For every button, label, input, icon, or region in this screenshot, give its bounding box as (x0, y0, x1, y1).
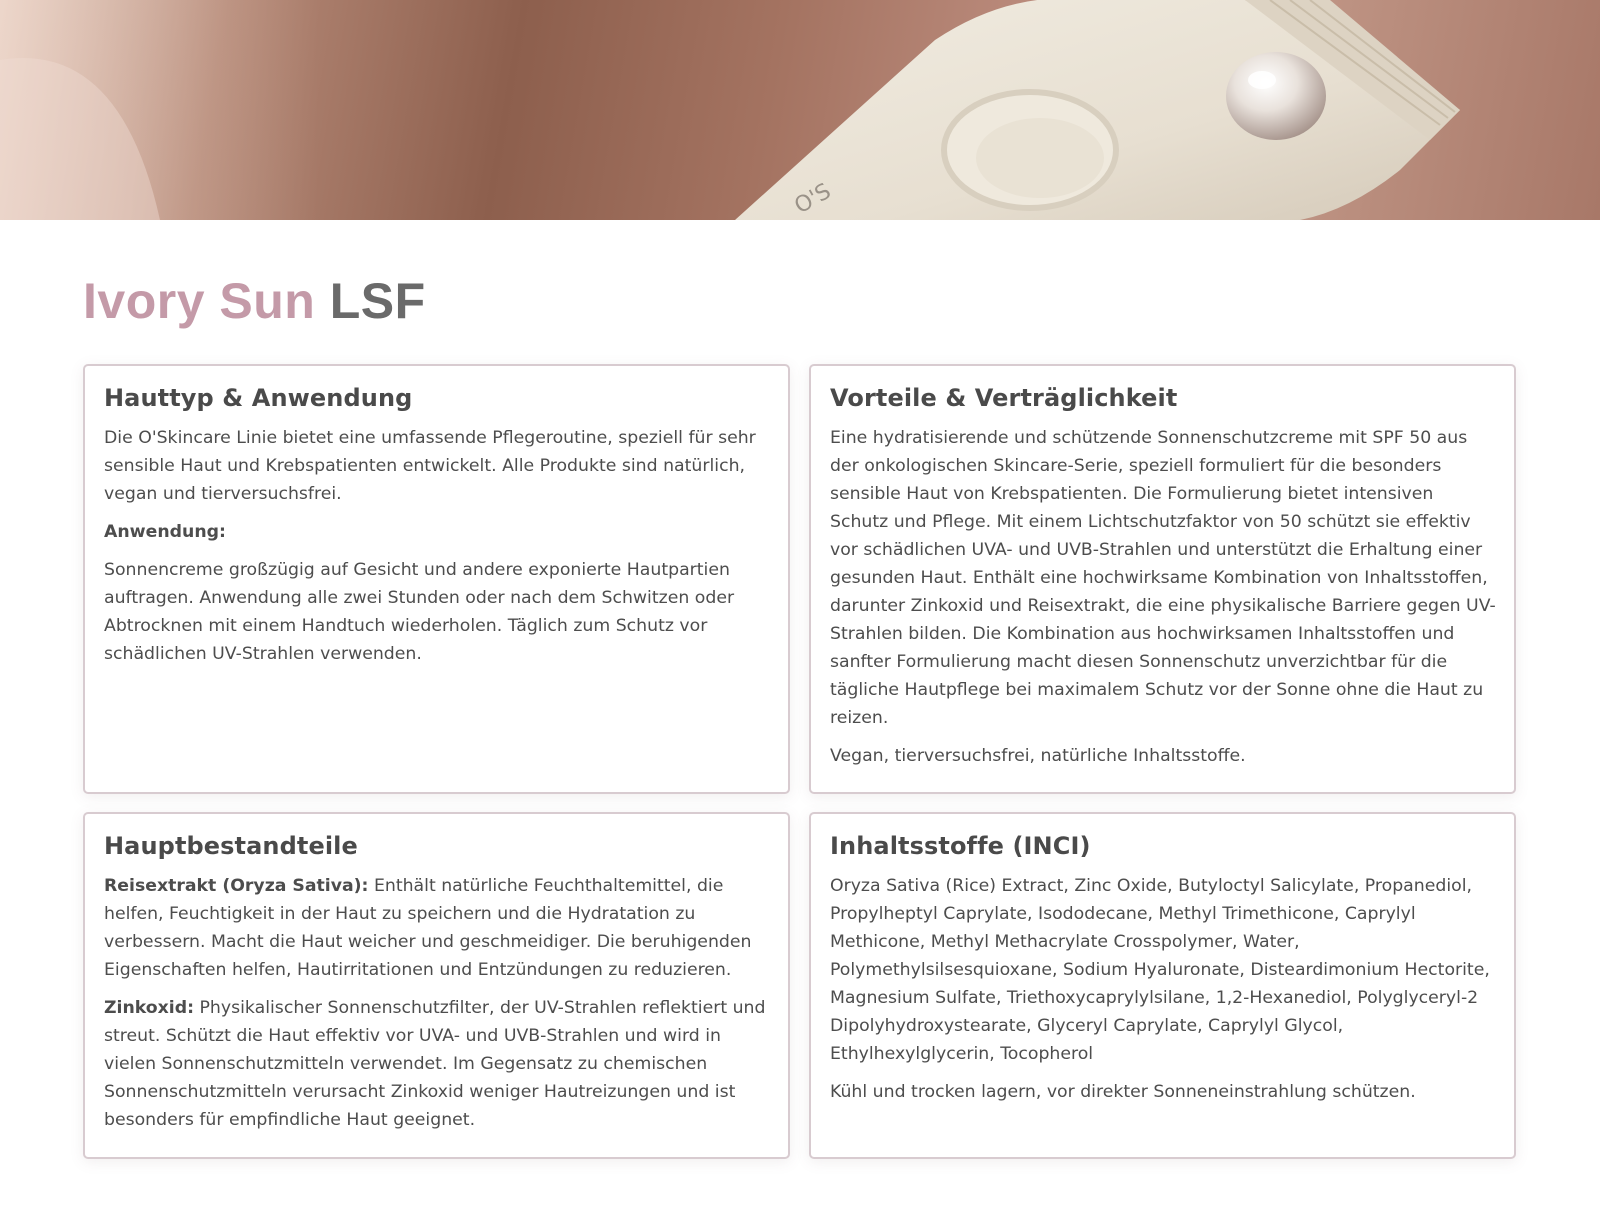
benefits-text: Eine hydratisierende und schützende Sonnenschutzcreme mit SPF 50 aus der onkologischen Skincare-Serie, speziell formuliert für die besonders sensible Haut von Krebspatienten. Die Formulierung bietet intensiven Schutz und Pflege. Mit einem Lichtschutzfaktor von 50 schützt sie effektiv vor schädlichen UVA- und UVB-Strahlen und unterstützt die Erhaltung einer gesunden Haut. Enthält eine hochwirksame Kombination von Inhaltsstoffen, darunter Zinkoxid und Reisextrakt, die eine physikalische Barriere gegen UV-Strahlen bilden. Die Kombination aus hochwirksamen Inhaltsstoffen und sanfter Formulierung macht diesen Sonnenschutz unverzichtbar für die tägliche Hautpflege bei maximalem Schutz vor der Sonne ohne die Haut zu reizen. (830, 428, 1496, 728)
card-heading: Hauttyp & Anwendung (104, 384, 413, 412)
benefits-note: Vegan, tierversuchsfrei, natürliche Inhaltsstoffe. (830, 746, 1246, 766)
title-accent: Ivory Sun (83, 273, 316, 329)
ingredient-name: Reisextrakt (Oryza Sativa): (104, 876, 369, 896)
hero-product-image (0, 0, 1600, 220)
card-inci (809, 812, 1516, 1159)
title-rest: LSF (329, 273, 426, 329)
usage-text: Sonnencreme großzügig auf Gesicht und andere exponierte Hautpartien auftragen. Anwendung alle zwei Stunden oder nach dem Schwitzen oder Abtrocknen mit einem Handtuch wiederholen. Täglich zum Schutz vor schädlichen UV-Strahlen verwenden. (104, 560, 735, 664)
card-intro-text: Die O'Skincare Linie bietet eine umfassende Pflegeroutine, speziell für sehr sensible Haut und Krebspatienten entwickelt. Alle Produkte sind natürlich, vegan und tierversuchsfrei. (104, 428, 756, 504)
card-benefits (809, 364, 1516, 794)
card-heading: Inhaltsstoffe (INCI) (830, 832, 1091, 860)
ingredient-rice-extract (104, 872, 770, 984)
storage-note: Kühl und trocken lagern, vor direkter Sonneneinstrahlung schützen. (830, 1082, 1416, 1102)
card-heading: Vorteile & Verträglichkeit (830, 384, 1178, 412)
hero-brand-mark: O'S (790, 178, 836, 220)
ingredient-zinc-oxide (104, 994, 770, 1134)
hero-banner (0, 0, 1600, 220)
card-main-ingredients (83, 812, 790, 1159)
inci-list: Oryza Sativa (Rice) Extract, Zinc Oxide, Butyloctyl Salicylate, Propanediol, Propylheptyl Caprylate, Isododecane, Methyl Trimethicone, Caprylyl Methicone, Methyl Methacrylate Crosspolymer, Water, Polymethylsilsesquioxane, Sodium Hyaluronate, Disteardimonium Hectorite, Magnesium Sulfate, Triethoxycaprylylsilane, 1,2-Hexanediol, Polyglyceryl-2 Dipolyhydroxystearate, Glyceryl Caprylate, Caprylyl Glycol, Ethylhexylglycerin, Tocopherol (830, 876, 1490, 1064)
ingredient-description: Physikalischer Sonnenschutzfilter, der UV-Strahlen reflektiert und streut. Schützt die Haut effektiv vor UVA- und UVB-Strahlen und wird in vielen Sonnenschutzmitteln verwendet. Im Gegensatz zu chemischen Sonnenschutzmitteln verursacht Zinkoxid weniger Hautreizungen und ist besonders für empfindliche Haut geeignet. (104, 998, 766, 1130)
card-skin-type-usage (83, 364, 790, 794)
card-heading: Hauptbestandteile (104, 832, 358, 860)
ingredient-name: Zinkoxid: (104, 998, 195, 1018)
ingredient-description: Enthält natürliche Feuchthaltemittel, die helfen, Feuchtigkeit in der Haut zu speichern und die Hydratation zu verbessern. Macht die Haut weicher und geschmeidiger. Die beruhigenden Eigenschaften helfen, Hautirritationen und Entzündungen zu reduzieren. (104, 876, 752, 980)
page-title (83, 272, 426, 330)
usage-label: Anwendung: (104, 522, 226, 542)
